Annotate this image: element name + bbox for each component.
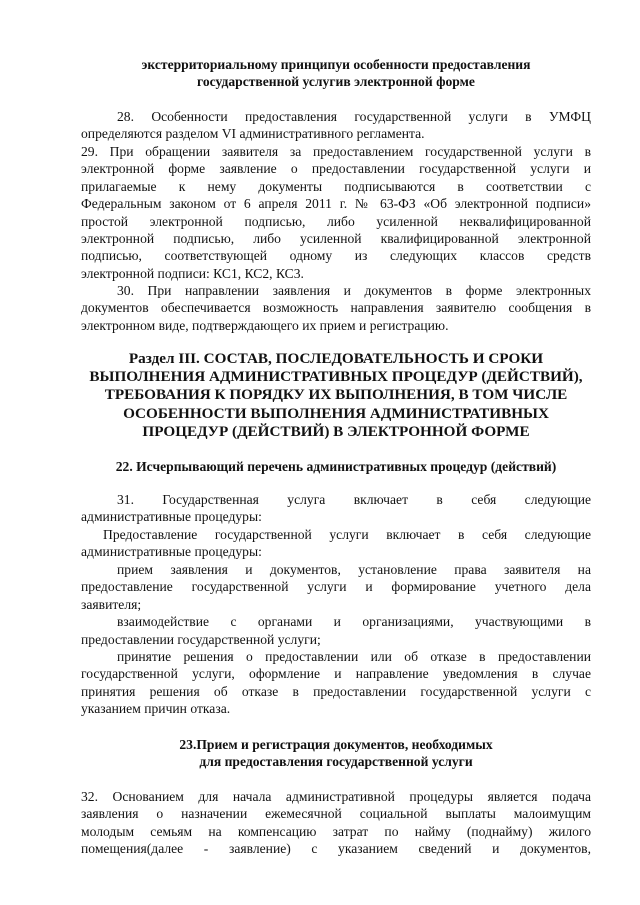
heading-23-line: 23.Прием и регистрация документов, необходимых (179, 737, 493, 752)
text-line: 32. Основанием для начала административной процедуры является подача (81, 789, 591, 804)
text-line: молодым семьям на компенсацию затрат по найму (поднайму) жилого (81, 823, 591, 839)
section-heading-line: ВЫПОЛНЕНИЯ АДМИНИСТРАТИВНЫХ ПРОЦЕДУР (ДЕЙСТВИЙ), (89, 368, 583, 386)
text-line: принятия решения об отказе в предоставлении государственной услуги с (81, 683, 591, 699)
list-item (81, 648, 591, 718)
text-line: Предоставление государственной услуги включает в себя следующие (103, 526, 591, 542)
text-line: заявления о назначении ежемесячной социальной выплаты малоимущим (81, 806, 591, 822)
text-line: предоставлении государственной услуги; (81, 631, 321, 647)
text-line: определяются разделом VI административного регламента. (81, 126, 425, 142)
text-line: простой электронной подписью, либо усиленной неквалифицированной (81, 213, 591, 229)
procedures-list (81, 561, 591, 718)
text-line: предоставление государственной услуги и формирование учетного дела (81, 579, 591, 595)
text-line: 29. При обращении заявителя за предоставлением государственной услуги в (81, 144, 591, 159)
text-line: 30. При направлении заявления и документов в форме электронных (117, 283, 591, 298)
text-line: документов обеспечивается возможность направления заявителю сообщения в (81, 300, 591, 316)
list-item (81, 561, 591, 613)
text-line: электронной подписью, либо усиленной квалифицированной электронной (81, 231, 591, 247)
section-heading-line: ОСОБЕННОСТИ ВЫПОЛНЕНИЯ АДМИНИСТРАТИВНЫХ (123, 404, 549, 422)
subsection-heading-line: экстерриториальному принципуи особенности предоставления (141, 57, 531, 72)
text-line: заявителя; (81, 596, 142, 612)
text-line: государственной услуги, оформление и направление уведомления в случае (81, 666, 591, 682)
text-line: взаимодействие с органами и организациями, участвующими в (117, 614, 591, 630)
subsection-heading (81, 56, 591, 91)
text-line: прием заявления и документов, установление права заявителя на (117, 562, 591, 577)
text-line: электронной форме заявление о предоставлении государственной услуги и (81, 161, 591, 177)
text-line: электронном виде, подтверждающего их прием и регистрацию. (81, 317, 449, 333)
text-line: принятие решения о предоставлении или об отказе в предоставлении (117, 649, 591, 665)
text-line: административные процедуры: (81, 544, 262, 560)
text-line: помещения(далее - заявление) с указанием сведений и документов, (81, 841, 591, 857)
paragraph-30 (81, 282, 591, 334)
text-line: прилагаемые к нему документы подписываются в соответствии с (81, 178, 591, 194)
text-line: 28. Особенности предоставления государственной услуги в УМФЦ (117, 109, 591, 124)
heading-23 (81, 736, 591, 771)
text-line: Федеральным законом от 6 апреля 2011 г. № 63-ФЗ «Об электронной подписи» (81, 196, 591, 212)
section-heading-line: ПРОЦЕДУР (ДЕЙСТВИЙ) В ЭЛЕКТРОННОЙ ФОРМЕ (142, 422, 530, 440)
text-line: административные процедуры: (81, 509, 262, 525)
list-item (81, 613, 591, 648)
text-line: указанием причин отказа. (81, 701, 231, 717)
text-line: подписью, соответствующей одному из следующих классов средств (81, 248, 591, 264)
subsection-heading-line: государственной услугив электронной форме (197, 74, 475, 90)
section-heading-line: Раздел III. СОСТАВ, ПОСЛЕДОВАТЕЛЬНОСТЬ И СРОКИ (128, 350, 544, 367)
text-line: 31. Государственная услуга включает в себя следующие (117, 492, 591, 507)
heading-22: 22. Исчерпывающий перечень административных процедур (действий) (115, 459, 557, 474)
paragraph-29 (81, 143, 591, 282)
heading-23-line: для предоставления государственной услуги (199, 754, 473, 770)
text-line: электронной подписи: КС1, КС2, КС3. (81, 265, 304, 281)
paragraph-32 (81, 788, 591, 858)
section-heading-line: ТРЕБОВАНИЯ К ПОРЯДКУ ИХ ВЫПОЛНЕНИЯ, В ТОМ ЧИСЛЕ (104, 386, 568, 404)
paragraph-31 (81, 491, 591, 561)
section-heading (81, 350, 591, 441)
paragraph-28 (81, 108, 591, 143)
